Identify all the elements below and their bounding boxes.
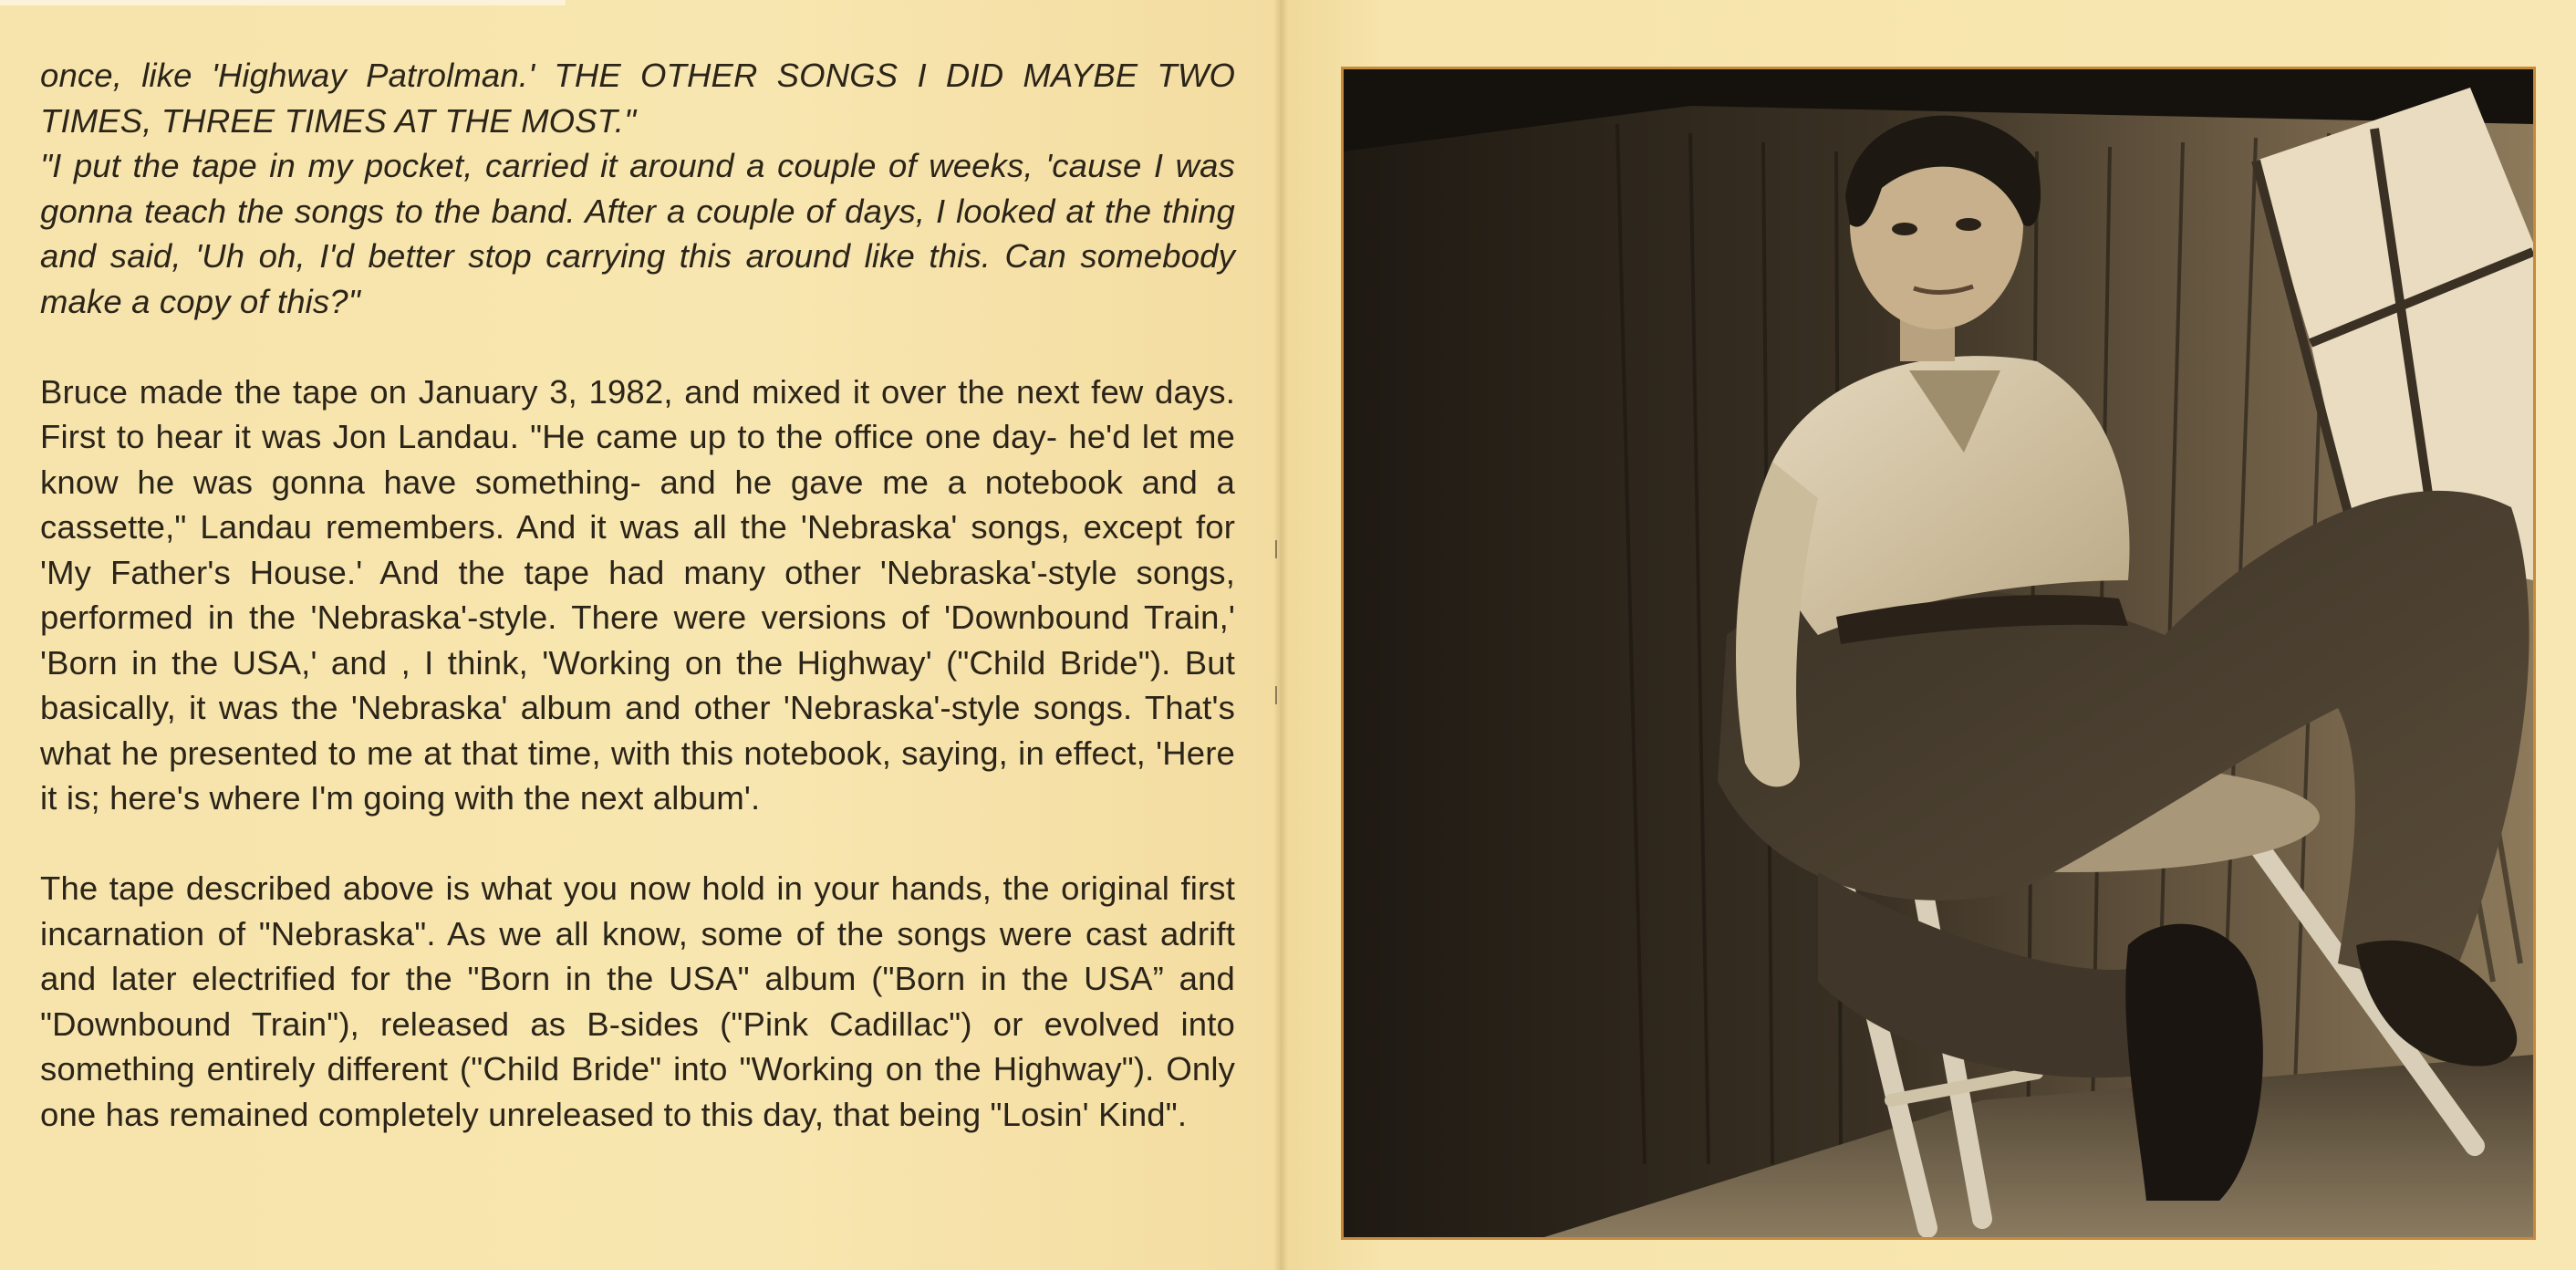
photo-illustration [1344, 69, 2533, 1237]
tape-paragraph [40, 866, 1235, 1137]
sepia-photo [1344, 69, 2533, 1237]
page-spine [1273, 0, 1288, 1270]
booklet-text [40, 53, 1235, 1182]
tape-text: The tape described above is what you now hold in your hands, the original first incarnation of "Nebraska". As we all know, some of the songs were cast adrift and later electrified for the "Born in the USA" album ("Born in the USA” and "Downbound Train"), released as B-sides ("Pink Cadillac") or evolved into something entirely different ("Child Bride" into "Working on the Highway"). Only one has remained completely unreleased to this day, that being "Losin' Kind". [40, 869, 1235, 1133]
photo-frame [1341, 67, 2536, 1240]
quote-line-1: once, like 'Highway Patrolman.' THE OTHER SONGS I DID MAYBE TWO TIMES, THREE TIMES AT THE MOST." [40, 57, 1235, 140]
quote-paragraph [40, 53, 1235, 324]
history-paragraph [40, 370, 1235, 821]
history-text: Bruce made the tape on January 3, 1982, and mixed it over the next few days. First to hear it was Jon Landau. "He came up to the office one day- he'd let me know he was gonna have something- and he gave me a notebook and a cassette," Landau remembers. And it was all the 'Nebraska' songs, except for 'My Father's House.' And the tape had many other 'Nebraska'-style songs, performed in the 'Nebraska'-style. There were versions of 'Downbound Train,' 'Born in the USA,' and , I think, 'Working on the Highway' ("Child Bride"). But basically, it was the 'Nebraska' album and other 'Nebraska'-style songs. That's what he presented to me at that time, with this notebook, saying, in effect, 'Here it is; here's where I'm going with the next album'. [40, 372, 1235, 817]
quote-line-2: "I put the tape in my pocket, carried it around a couple of weeks, 'cause I was gonna teach the songs to the band. After a couple of days, I looked at the thing and said, 'Uh oh, I'd better stop carrying this around like this. Can somebody make a copy of this?" [40, 147, 1235, 320]
top-edge-strip [0, 0, 566, 5]
